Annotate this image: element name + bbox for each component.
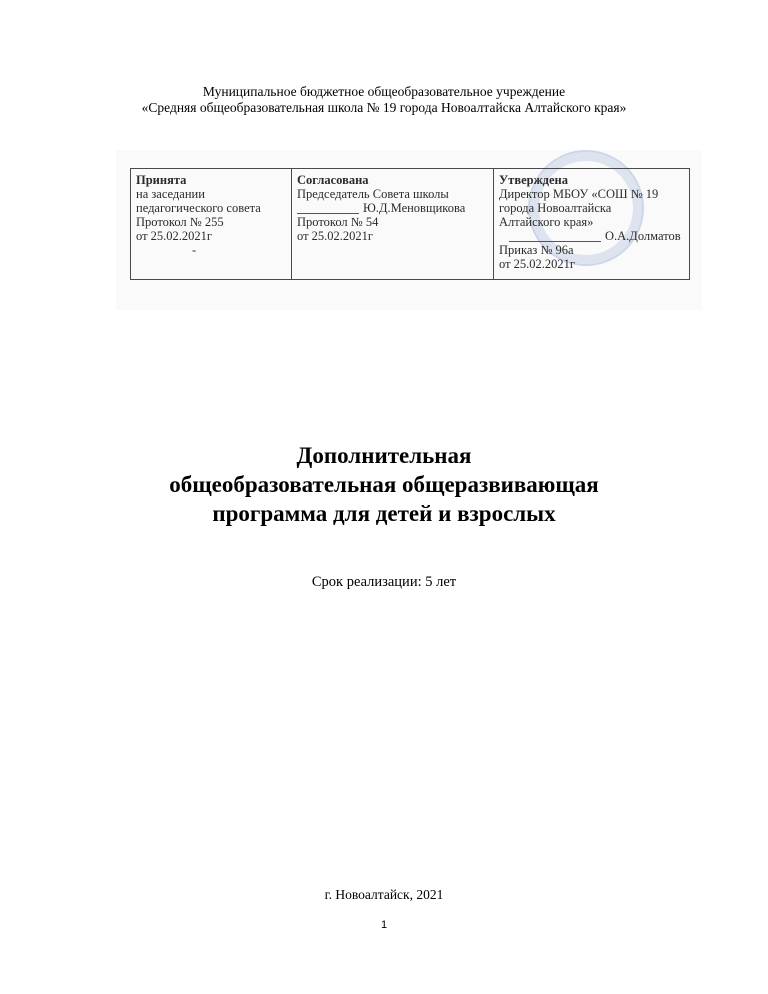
- approved-date: от 25.02.2021г: [499, 257, 576, 271]
- approved-signature-line: [499, 229, 685, 243]
- signature-mark: [297, 201, 359, 214]
- agreed-heading: Согласована: [297, 173, 369, 187]
- approved-column: [493, 169, 689, 279]
- agreed-line: Председатель Совета школы: [297, 187, 449, 201]
- implementation-term: Срок реализации: 5 лет: [311, 574, 457, 590]
- approved-order: Приказ № 96а: [499, 243, 574, 257]
- program-title-line-2: общеобразовательная общеразвивающая: [169, 472, 599, 497]
- accepted-line: от 25.02.2021г: [136, 229, 213, 243]
- school-header: [0, 84, 768, 116]
- agreed-signer: Ю.Д.Меновщикова: [363, 201, 466, 215]
- agreed-signature-line: [297, 201, 489, 215]
- program-title-line-3: программа для детей и взрослых: [212, 501, 556, 526]
- signature-mark: [509, 229, 601, 242]
- accepted-heading: Принята: [136, 173, 187, 187]
- accepted-line: на заседании: [136, 187, 205, 201]
- approved-signer: О.А.Долматов: [605, 229, 681, 243]
- agreed-column: [291, 169, 493, 279]
- agreed-line: от 25.02.2021г: [297, 229, 374, 243]
- page-number: 1: [380, 919, 388, 931]
- approved-line: города Новоалтайска: [499, 201, 612, 215]
- agreed-line: Протокол № 54: [297, 215, 379, 229]
- accepted-column: [131, 169, 291, 279]
- approved-line: Алтайского края»: [499, 215, 594, 229]
- program-title-line-1: Дополнительная: [296, 443, 472, 468]
- school-header-line-1: Муниципальное бюджетное общеобразовательное учреждение: [202, 84, 566, 99]
- approved-line: Директор МБОУ «СОШ № 19: [499, 187, 659, 201]
- approval-table: [130, 168, 690, 280]
- accepted-dash: -: [192, 243, 197, 257]
- accepted-line: педагогического совета: [136, 201, 261, 215]
- school-header-line-2: «Средняя общеобразовательная школа № 19 города Новоалтайска Алтайского края»: [141, 100, 627, 115]
- city-year: г. Новоалтайск, 2021: [324, 887, 444, 902]
- approved-heading: Утверждена: [499, 173, 568, 187]
- accepted-line: Протокол № 255: [136, 215, 224, 229]
- program-title: [0, 441, 768, 528]
